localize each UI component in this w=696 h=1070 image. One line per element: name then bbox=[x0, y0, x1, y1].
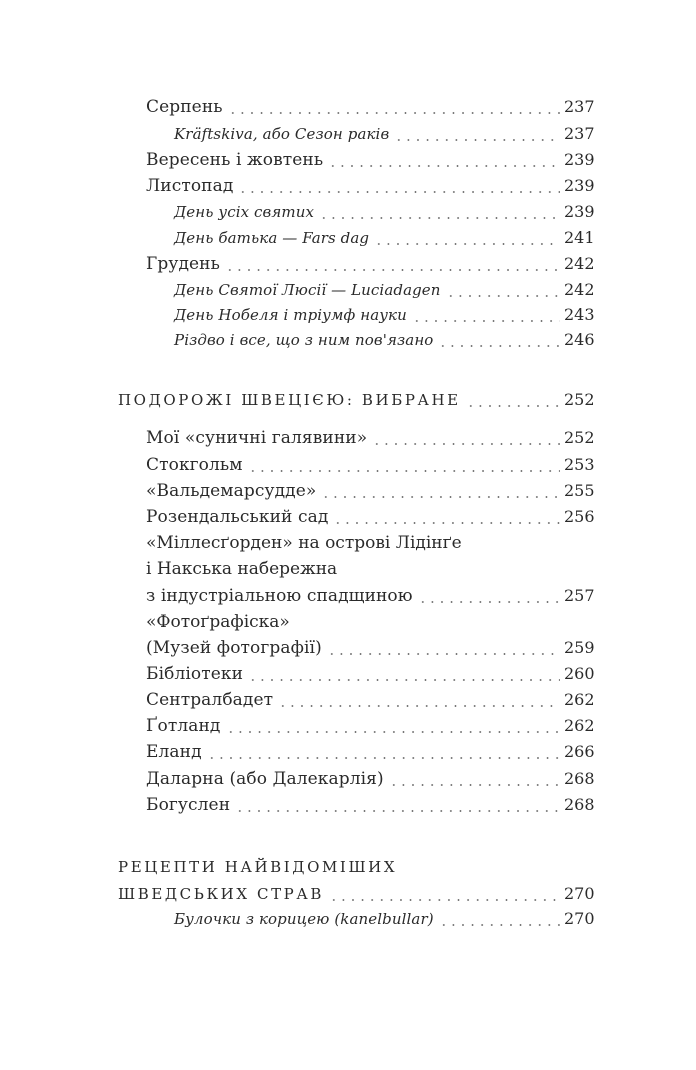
toc-section-recipes[interactable] bbox=[118, 884, 594, 910]
dot-leader bbox=[248, 679, 560, 681]
toc-page-number: 242 bbox=[564, 280, 595, 299]
toc-entry-kanelbullar[interactable] bbox=[174, 909, 594, 935]
toc-entry-title: День Нобеля і тріумф науки bbox=[174, 306, 407, 324]
dot-leader bbox=[389, 784, 560, 786]
toc-entry-title: Мої «суничні галявини» bbox=[146, 428, 368, 448]
dot-leader bbox=[278, 705, 560, 707]
toc-entry-millesgarden-line2[interactable]: і Накська набережна bbox=[146, 559, 338, 579]
toc-page-number: 262 bbox=[564, 716, 595, 735]
dot-leader bbox=[329, 899, 560, 901]
toc-entry-fotografiska[interactable] bbox=[146, 638, 594, 664]
dot-leader bbox=[207, 757, 560, 759]
toc-page-number: 270 bbox=[564, 884, 595, 903]
toc-entry-title: Булочки з корицею (kanelbullar) bbox=[174, 910, 434, 928]
toc-entry-rizdvo[interactable] bbox=[174, 330, 594, 356]
toc-entry-gotland[interactable] bbox=[146, 716, 594, 742]
toc-entry-title: Різдво і все, що з ним пов'язано bbox=[174, 331, 434, 349]
toc-entry-title: Kräftskiva, або Сезон раків bbox=[174, 125, 390, 143]
toc-entry-title: День Святої Люсії — Luciadagen bbox=[174, 281, 441, 299]
toc-entry-fars-dag[interactable] bbox=[174, 228, 594, 254]
dot-leader bbox=[333, 522, 560, 524]
toc-entry-millesgarden[interactable] bbox=[146, 586, 594, 612]
dot-leader bbox=[319, 217, 560, 219]
toc-page-number: 256 bbox=[564, 507, 595, 526]
toc-entry-title: День батька — Fars dag bbox=[174, 229, 370, 247]
toc-entry-millesgarden-line1[interactable]: «Міллесґорден» на острові Лідінґе bbox=[146, 533, 462, 553]
dot-leader bbox=[238, 191, 560, 193]
dot-leader bbox=[226, 731, 561, 733]
section-heading: ШВЕДСЬКИХ СТРАВ bbox=[118, 885, 324, 903]
toc-page-number: 268 bbox=[564, 795, 595, 814]
toc-page-number: 270 bbox=[564, 909, 595, 928]
toc-entry-veresen[interactable] bbox=[146, 150, 594, 176]
toc-entry-stokholm[interactable] bbox=[146, 455, 594, 481]
toc-entry-dalarna[interactable] bbox=[146, 769, 594, 795]
toc-entry-biblioteky[interactable] bbox=[146, 664, 594, 690]
toc-entry-title: Даларна (або Далекарлія) bbox=[146, 769, 384, 789]
dot-leader bbox=[412, 320, 560, 322]
toc-entry-den-usikh-svyatykh[interactable] bbox=[174, 202, 594, 228]
toc-entry-title: з індустріальною спадщиною bbox=[146, 586, 413, 606]
toc-entry-luciadagen[interactable] bbox=[174, 280, 594, 306]
toc-page-number: 252 bbox=[564, 428, 595, 447]
dot-leader bbox=[321, 496, 560, 498]
toc-page-number: 239 bbox=[564, 150, 595, 169]
toc-entry-title: Сентралбадет bbox=[146, 690, 274, 710]
toc-page-number: 239 bbox=[564, 176, 595, 195]
dot-leader bbox=[228, 112, 560, 114]
toc-page-number: 239 bbox=[564, 202, 595, 221]
toc-page-number: 260 bbox=[564, 664, 595, 683]
dot-leader bbox=[235, 810, 560, 812]
toc-page-number: 246 bbox=[564, 330, 595, 349]
toc-entry-title: Вересень і жовтень bbox=[146, 150, 324, 170]
toc-entry-sentralbadet[interactable] bbox=[146, 690, 594, 716]
toc-entry-lystopad[interactable] bbox=[146, 176, 594, 202]
toc-entry-den-nobelya[interactable] bbox=[174, 305, 594, 331]
toc-entry-fotografiska-line1[interactable]: «Фотоґрафіска» bbox=[146, 612, 290, 632]
dot-leader bbox=[438, 345, 560, 347]
toc-page-number: 252 bbox=[564, 390, 595, 409]
toc-entry-title: Еланд bbox=[146, 742, 202, 762]
toc-entry-hruden[interactable] bbox=[146, 254, 594, 280]
dot-leader bbox=[372, 443, 560, 445]
dot-leader bbox=[394, 139, 560, 141]
dot-leader bbox=[446, 295, 560, 297]
section-heading: ПОДОРОЖІ ШВЕЦІЄЮ: ВИБРАНЕ bbox=[118, 391, 461, 409]
toc-page-number: 266 bbox=[564, 742, 595, 761]
toc-page-number: 257 bbox=[564, 586, 595, 605]
toc-entry-serpen[interactable] bbox=[146, 97, 594, 123]
toc-page-number: 243 bbox=[564, 305, 595, 324]
toc-page-number: 268 bbox=[564, 769, 595, 788]
section-heading-recipes-line1[interactable]: РЕЦЕПТИ НАЙВІДОМІШИХ bbox=[118, 858, 398, 876]
toc-entry-title: Стокгольм bbox=[146, 455, 243, 475]
toc-page-number: 253 bbox=[564, 455, 595, 474]
toc-entry-title: Грудень bbox=[146, 254, 220, 274]
dot-leader bbox=[418, 601, 560, 603]
toc-page-number: 262 bbox=[564, 690, 595, 709]
toc-page-number: 259 bbox=[564, 638, 595, 657]
toc-entry-title: Бібліотеки bbox=[146, 664, 244, 684]
toc-entry-title: «Вальдемарсудде» bbox=[146, 481, 317, 501]
toc-entry-valdemarsudde[interactable] bbox=[146, 481, 594, 507]
toc-entry-rozendalskyi-sad[interactable] bbox=[146, 507, 594, 533]
toc-page-number: 242 bbox=[564, 254, 595, 273]
toc-entry-title: Розендальський сад bbox=[146, 507, 329, 527]
toc-page-number: 237 bbox=[564, 124, 595, 143]
toc-page-number: 255 bbox=[564, 481, 595, 500]
toc-entry-title: Ґотланд bbox=[146, 716, 221, 736]
toc-entry-title: (Музей фотографії) bbox=[146, 638, 322, 658]
toc-section-travel[interactable] bbox=[118, 390, 594, 416]
toc-page-number: 237 bbox=[564, 97, 595, 116]
toc-entry-title: Серпень bbox=[146, 97, 223, 117]
toc-entry-eland[interactable] bbox=[146, 742, 594, 768]
dot-leader bbox=[439, 924, 560, 926]
dot-leader bbox=[374, 243, 560, 245]
toc-entry-bohuslen[interactable] bbox=[146, 795, 594, 821]
toc-entry-title: Листопад bbox=[146, 176, 234, 196]
toc-page-number: 241 bbox=[564, 228, 595, 247]
dot-leader bbox=[248, 470, 560, 472]
dot-leader bbox=[327, 653, 560, 655]
dot-leader bbox=[225, 269, 560, 271]
toc-entry-kraftskiva[interactable] bbox=[174, 124, 594, 150]
toc-entry-title: Богуслен bbox=[146, 795, 231, 815]
toc-entry-title: День усіх святих bbox=[174, 203, 315, 221]
dot-leader bbox=[328, 165, 560, 167]
toc-entry-sunychni-halyavyny[interactable] bbox=[146, 428, 594, 454]
dot-leader bbox=[466, 405, 560, 407]
